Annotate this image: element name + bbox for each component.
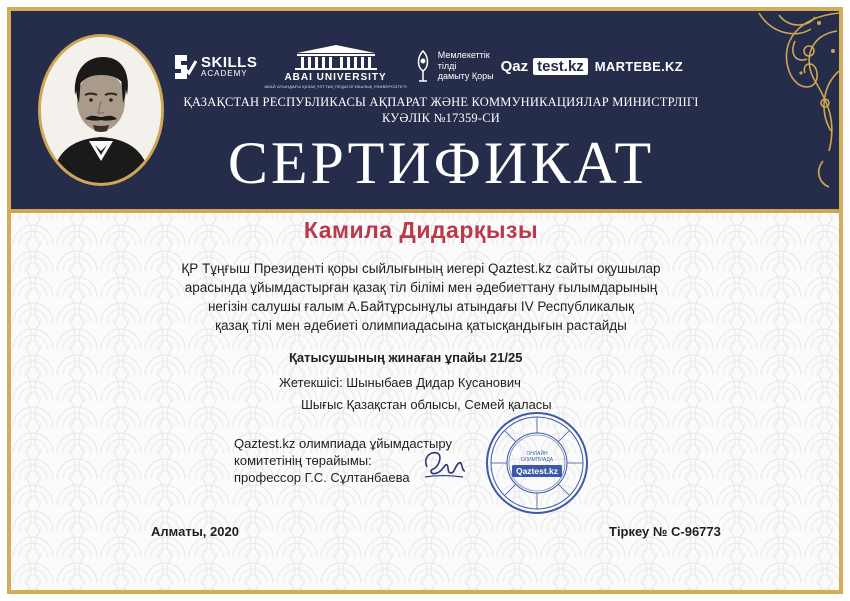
martebe-name: MARTEBE.KZ bbox=[594, 58, 683, 74]
ministry-heading bbox=[161, 95, 721, 126]
certificate-description bbox=[161, 259, 681, 335]
committee-line-1: Qaztest.kz олимпиада ұйымдастыру bbox=[234, 436, 452, 451]
certificate-title: СЕРТИФИКАТ bbox=[227, 130, 655, 196]
partner-logos bbox=[173, 41, 683, 91]
ministry-line-2: КУӘЛІК №17359-СИ bbox=[382, 110, 500, 125]
header-gold-border bbox=[11, 209, 839, 213]
skills-academy-logo bbox=[173, 51, 257, 81]
abai-subtitle: АБАЙ АТЫНДАҒЫ ҚАЗАҚ ҰЛТТЫҚ ПЕДАГОГИКАЛЫҚ УНИВЕРСИТЕТІ bbox=[264, 84, 407, 89]
skills-check-icon bbox=[173, 51, 197, 81]
skills-name: SKILLS bbox=[201, 53, 258, 71]
description-line-3: негізін салушы ғалым А.Байтұрсынұлы атындағы IV Республикалық bbox=[207, 299, 635, 314]
description-line-1: ҚР Тұңғыш Президенті қоры сыйлығының иегері Qaztest.kz сайты оқушылар bbox=[181, 261, 661, 276]
abai-university-logo bbox=[264, 43, 406, 89]
committee-line-3: профессор Г.С. Сұлтанбаева bbox=[234, 470, 410, 485]
language-fund-icon bbox=[414, 49, 432, 83]
martebe-logo bbox=[595, 59, 683, 74]
score-line bbox=[289, 350, 522, 365]
qaztest-prefix: Qaz bbox=[500, 57, 529, 75]
skills-subtitle: ACADEMY bbox=[201, 68, 248, 78]
supervisor-line: Жетекшісі: Шыныбаев Дидар Кусанович bbox=[279, 375, 521, 390]
official-seal bbox=[485, 411, 589, 515]
recipient-name: Камила Дидарқызы bbox=[303, 217, 539, 243]
region-line: Шығыс Қазақстан облысы, Семей қаласы bbox=[301, 397, 552, 412]
seal-middle-text: ОЛИМПИАДА bbox=[520, 457, 554, 463]
certificate-frame bbox=[7, 7, 843, 594]
footer-city-year: Алматы, 2020 bbox=[151, 524, 239, 539]
signature bbox=[419, 445, 471, 483]
seal-top-text: ОНЛАЙН bbox=[526, 451, 548, 457]
score-label: Қатысушының жинаған ұпайы bbox=[289, 350, 487, 365]
score-value: 21/25 bbox=[489, 350, 523, 365]
committee-line-2: комитетінің төрайымы: bbox=[234, 453, 372, 468]
qaztest-logo bbox=[501, 58, 588, 75]
description-line-2: арасында ұйымдастырған қазақ тіл білімі мен әдебиеттану ғылымдарының bbox=[184, 280, 658, 295]
footer-registration-number: Тіркеу № С-96773 bbox=[609, 524, 721, 539]
abai-name: ABAI UNIVERSITY bbox=[284, 72, 387, 83]
fund-line-3: дамыту Қоры bbox=[437, 71, 494, 82]
seal-brand-text: Qaztest.kz bbox=[515, 466, 559, 476]
language-fund-logo bbox=[414, 49, 494, 83]
qaztest-boxed: test.kz bbox=[533, 58, 588, 75]
ministry-line-1: ҚАЗАҚСТАН РЕСПУБЛИКАСЫ АҚПАРАТ ЖӘНЕ КОММУНИКАЦИЯЛАР МИНИСТРЛІГІ bbox=[183, 95, 699, 109]
fund-line-2: тілді bbox=[437, 60, 457, 71]
university-building-icon bbox=[293, 43, 379, 71]
fund-line-1: Мемлекеттік bbox=[437, 50, 490, 61]
description-line-4: қазақ тілі мен әдебиеті олимпиадасына қатысқандығын растайды bbox=[215, 318, 627, 333]
